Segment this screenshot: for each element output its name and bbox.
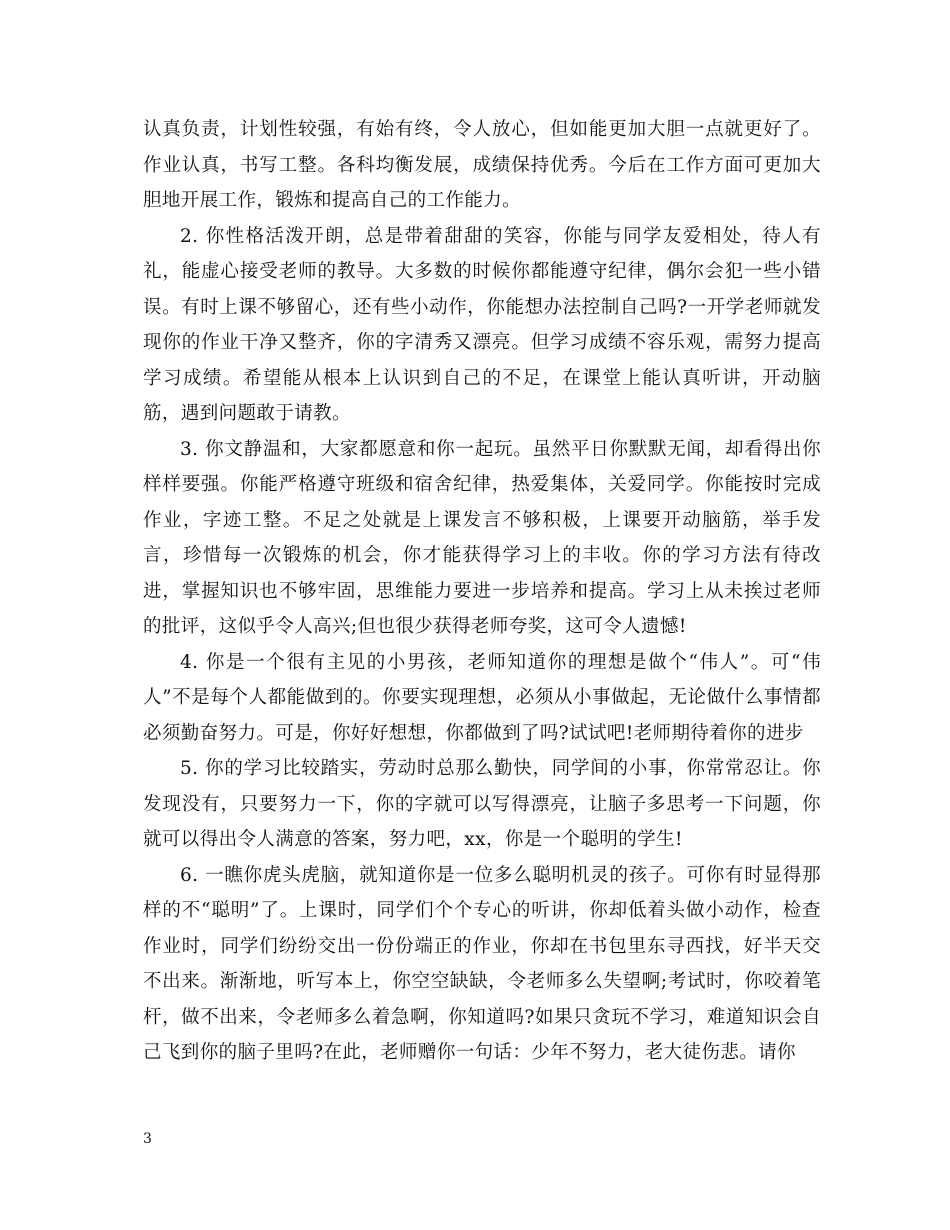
paragraph-comment-2: 2. 你性格活泼开朗，总是带着甜甜的笑容，你能与同学友爱相处，待人有礼，能虚心接受老师的教导。大多数的时候你都能遵守纪律，偶尔会犯一些小错误。有时上课不够留心，还有些小动作，你能想办法控制自己吗?一开学老师就发现你的作业干净又整齐，你的字清秀又漂亮。但学习成绩不容乐观，需努力提高学习成绩。希望能从根本上认识到自己的不足，在课堂上能认真听讲，开动脑筋，遇到问题敢于请教。 [143, 225, 821, 424]
page-number: 3 [143, 1131, 152, 1147]
paragraph-comment-5: 5. 你的学习比较踏实，劳动时总那么勤快，同学间的小事，你常常忍让。你发现没有，只要努力一下，你的字就可以写得漂亮，让脑子多思考一下问题，你就可以得出令人满意的答案，努力吧，xx，你是一个聪明的学生! [143, 758, 821, 850]
paragraph-comment-4: 4. 你是一个很有主见的小男孩，老师知道你的理想是做个“伟人”。可“伟人”不是每个人都能做到的。你要实现理想，必须从小事做起，无论做什么事情都必须勤奋努力。可是，你好好想想，你都做到了吗?试试吧!老师期待着你的进步 [143, 651, 821, 744]
document-body [143, 112, 821, 1071]
paragraph-continued: 认真负责，计划性较强，有始有终，令人放心，但如能更加大胆一点就更好了。作业认真，书写工整。各科均衡发展，成绩保持优秀。今后在工作方面可更加大胆地开展工作，锻炼和提高自己的工作能力。 [143, 119, 821, 211]
paragraph-comment-3: 3. 你文静温和，大家都愿意和你一起玩。虽然平日你默默无闻，却看得出你样样要强。你能严格遵守班级和宿舍纪律，热爱集体，关爱同学。你能按时完成作业，字迹工整。不足之处就是上课发言不够积极，上课要开动脑筋，举手发言，珍惜每一次锻炼的机会，你才能获得学习上的丰收。你的学习方法有待改进，掌握知识也不够牢固，思维能力要进一步培养和提高。学习上从未挨过老师的批评，这似乎令人高兴;但也很少获得老师夸奖，这可令人遗憾! [143, 438, 821, 637]
paragraph-comment-6: 6. 一瞧你虎头虎脑，就知道你是一位多么聪明机灵的孩子。可你有时显得那样的不“聪明”了。上课时，同学们个个专心的听讲，你却低着头做小动作，检查作业时，同学们纷纷交出一份份端正的作业，你却在书包里东寻西找，好半天交不出来。渐渐地，听写本上，你空空缺缺，令老师多么失望啊;考试时，你咬着笔杆，做不出来，令老师多么着急啊，你知道吗?如果只贪玩不学习，难道知识会自己飞到你的脑子里吗?在此，老师赠你一句话：少年不努力，老大徒伤悲。请你 [143, 864, 821, 1063]
